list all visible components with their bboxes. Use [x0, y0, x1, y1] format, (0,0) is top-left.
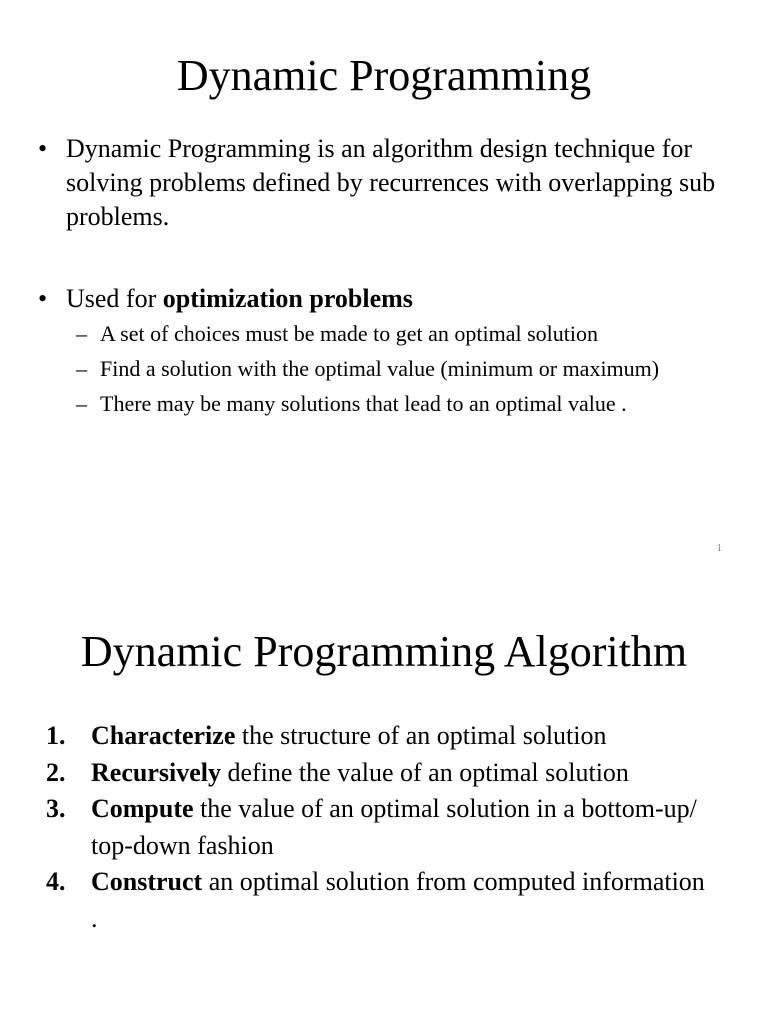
sub-marker: – [76, 356, 87, 381]
bullet-definition [38, 132, 718, 234]
step-text: define the value of an optimal solution [220, 757, 629, 787]
step-number: 4. [46, 867, 66, 896]
step-number: 2. [46, 757, 66, 787]
step-keyword: Recursively [91, 757, 221, 787]
step-item [44, 791, 711, 864]
slide-1-title: Dynamic Programming [176, 51, 592, 100]
step-keyword: Compute [91, 794, 194, 823]
bullet-item [38, 132, 718, 234]
step-number: 3. [46, 794, 66, 823]
algorithm-steps [44, 718, 724, 937]
step-number: 1. [46, 721, 66, 750]
sub-item-text: A set of choices must be made to get an optimal solution [100, 321, 598, 346]
bullet-prefix: Used for [66, 284, 163, 313]
sub-item [38, 388, 710, 419]
bullet-item [38, 282, 718, 316]
bullet-marker: • [38, 284, 48, 313]
step-text: an optimal solution from computed information . [91, 867, 705, 933]
step-text: the value of an optimal solution in a bottom-up/ top-down fashion [91, 794, 697, 860]
step-keyword: Construct [91, 867, 203, 896]
bullet-usage [38, 282, 718, 419]
sub-marker: – [76, 321, 87, 346]
sub-item [38, 353, 710, 384]
slide-2 [0, 592, 768, 1024]
step-keyword: Characterize [91, 721, 236, 750]
page-number: 1 [716, 542, 722, 554]
bullet-text: Dynamic Programming is an algorithm design technique for solving problems defined by recurrences with overlapping sub problems. [66, 134, 716, 231]
sub-marker: – [76, 391, 87, 416]
step-item [44, 755, 711, 792]
step-item [44, 864, 711, 937]
bullet-marker: • [38, 134, 48, 163]
slide-2-title: Dynamic Programming Algorithm [80, 627, 688, 676]
sub-item-text: There may be many solutions that lead to an optimal value . [100, 391, 627, 416]
sub-item [38, 318, 710, 349]
step-text: the structure of an optimal solution [235, 721, 607, 750]
step-item [44, 718, 711, 755]
bullet-bold-text: optimization problems [162, 284, 413, 313]
sub-item-text: Find a solution with the optimal value (minimum or maximum) [100, 356, 660, 381]
